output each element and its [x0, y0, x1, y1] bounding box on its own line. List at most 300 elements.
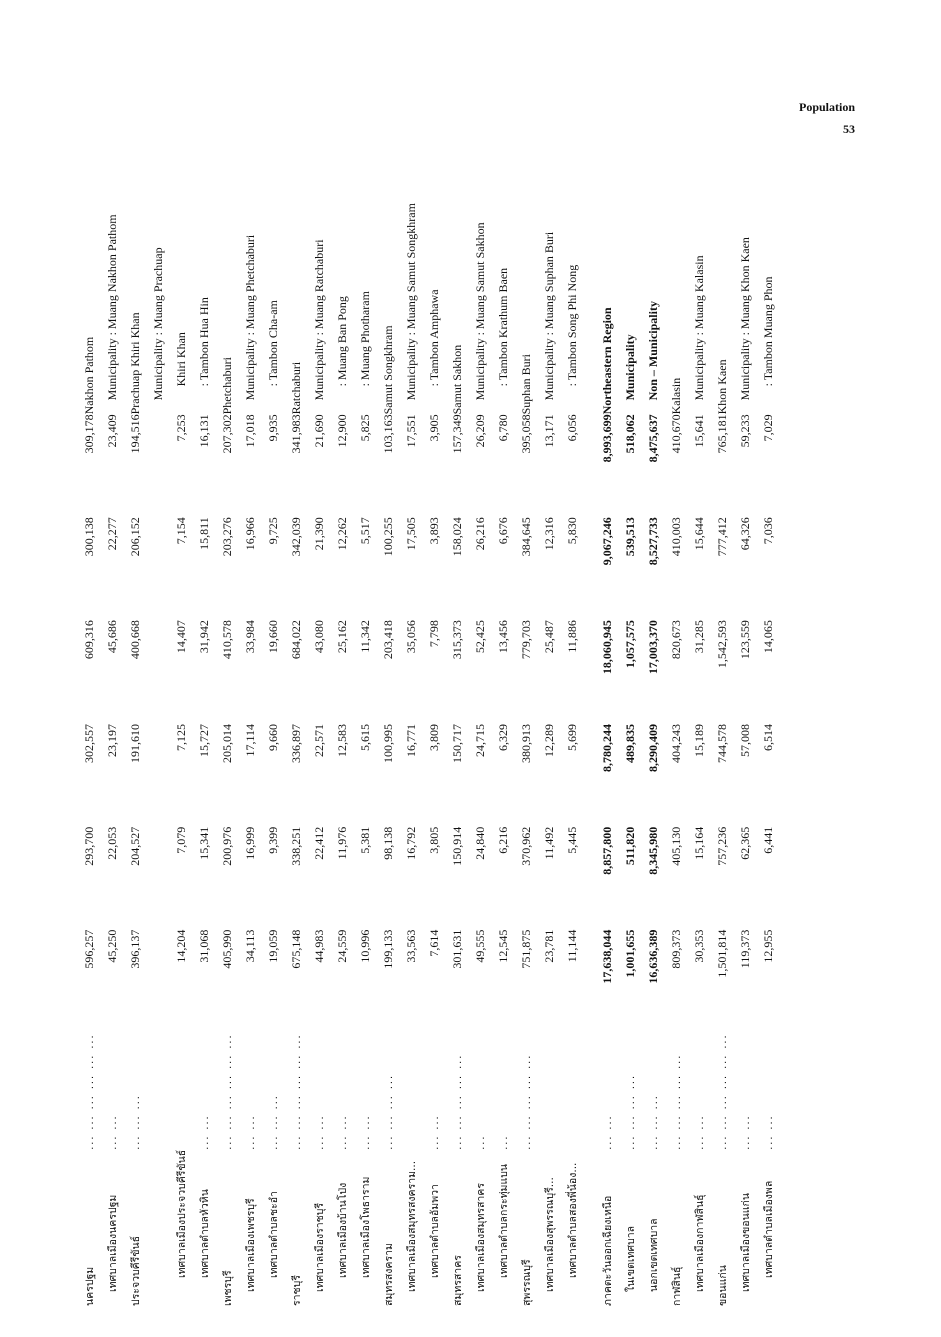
english-label: Municipality: [623, 334, 637, 401]
value-cell-c5: 15,811: [197, 517, 211, 550]
value-cell-c6: 518,062: [623, 414, 637, 454]
thai-label: เทศบาลตำบลอัมพวา: [429, 1184, 441, 1278]
value-cell-c4: 35,056: [404, 620, 418, 654]
value-cell-c1: 33,563: [404, 929, 418, 963]
value-cell-c1: 809,373: [669, 929, 683, 969]
value-cell-c2: 757,236: [715, 826, 729, 866]
table-row: [734, 146, 757, 1306]
value-cell-c1: 1,501,814: [715, 929, 729, 978]
english-label-cell: [147, 146, 170, 414]
dot-leader: ... ...: [428, 1114, 441, 1150]
value-cell-c5: 21,390: [312, 517, 326, 551]
dot-leader: ... ...: [693, 1114, 706, 1150]
table-row: [492, 146, 515, 1306]
dot-leader: ... ... ... ... ... ...: [290, 1033, 303, 1150]
thai-label-cell: [515, 1150, 538, 1306]
english-label-cell: [515, 146, 538, 414]
dot-leader: ... ... ... ... ... ...: [221, 1033, 234, 1150]
thai-label: เทศบาลเมืองสุพรรณบุรี...: [544, 1177, 556, 1292]
thai-label: เทศบาลเมืองบ้านโป่ง: [337, 1182, 349, 1278]
english-label-cell: [561, 146, 584, 414]
english-label-cell: [734, 146, 757, 414]
english-label-cell: [285, 146, 308, 414]
table-row: [193, 146, 216, 1306]
value-cell-c4: 13,456: [496, 620, 510, 654]
thai-label-cell: [193, 1150, 216, 1306]
english-label: Municipality : Muang Phetchaburi: [243, 234, 257, 401]
value-cell-c3: 24,715: [473, 723, 487, 757]
value-cell-c4: 779,703: [519, 620, 533, 660]
thai-label-cell: [619, 1150, 642, 1306]
thai-label: นครปฐม: [84, 1266, 96, 1306]
value-cell-c1: 17,638,044: [600, 929, 614, 984]
value-cell-c3: 12,583: [335, 723, 349, 757]
value-cell-c2: 5,445: [565, 826, 579, 854]
value-cell-c3: 57,008: [738, 723, 752, 757]
english-label-cell: [101, 146, 124, 414]
thai-label-cell: [665, 1150, 688, 1306]
value-cell-c1: 1,001,655: [623, 929, 637, 978]
english-label-cell: [262, 146, 285, 414]
value-cell-c5: 6,676: [496, 517, 510, 545]
english-label: Ratchaburi: [289, 361, 303, 415]
value-cell-c6: 765,181: [715, 414, 729, 454]
value-cell-c2: 7,079: [174, 826, 188, 854]
population-table: [78, 146, 780, 1306]
value-cell-c1: 49,555: [473, 929, 487, 963]
value-cell-c6: 15,641: [692, 414, 706, 448]
page-number: 53: [843, 122, 855, 136]
value-cell-c2: 3,805: [427, 826, 441, 854]
table-row: [619, 146, 642, 1306]
table-row: [757, 146, 780, 1306]
value-cell-c3: 744,578: [715, 723, 729, 763]
value-cell-c4: 52,425: [473, 620, 487, 654]
value-cell-c1: 12,955: [761, 929, 775, 963]
value-cell-c1: 11,144: [565, 929, 579, 963]
english-label: Suphan Buri: [519, 354, 533, 415]
value-cell-c3: 17,114: [243, 723, 257, 757]
thai-label-cell: [423, 1150, 446, 1306]
value-cell-c4: 45,686: [105, 620, 119, 654]
value-cell-c5: 15,644: [692, 517, 706, 551]
value-cell-c2: 8,345,980: [646, 826, 660, 875]
dot-leader: [170, 1034, 193, 1150]
value-cell-c2: [147, 827, 170, 930]
value-cell-c6: 9,935: [266, 414, 280, 442]
english-label: Municipality : Muang Prachuap: [151, 247, 165, 401]
value-cell-c1: 31,068: [197, 929, 211, 963]
thai-label-cell: [469, 1150, 492, 1306]
value-cell-c6: 59,233: [738, 414, 752, 448]
value-cell-c3: 15,189: [692, 723, 706, 757]
dot-leader: ... ...: [762, 1114, 775, 1150]
dot-leader: ... ...: [359, 1114, 372, 1150]
value-cell-c5: 22,277: [105, 517, 119, 551]
value-cell-c5: 342,039: [289, 517, 303, 557]
value-cell-c4: 609,316: [82, 620, 96, 660]
thai-label: สมุทรสงคราม: [383, 1243, 395, 1306]
value-cell-c4: 820,673: [669, 620, 683, 660]
thai-label: ภาคตะวันออกเฉียงเหนือ: [602, 1195, 614, 1306]
thai-label-cell: [538, 1150, 561, 1306]
table-row: [400, 146, 423, 1306]
value-cell-c1: 119,373: [738, 929, 752, 969]
page-header: [799, 96, 855, 140]
value-cell-c2: 9,399: [266, 826, 280, 854]
english-label: Khon Kaen: [715, 359, 729, 415]
value-cell-c5: 7,036: [761, 517, 775, 545]
dot-leader: ... ...: [601, 1114, 614, 1150]
value-cell-c4: [147, 620, 170, 724]
value-cell-c5: 5,517: [358, 517, 372, 545]
value-cell-c1: 405,990: [220, 929, 234, 969]
table-row: [711, 146, 734, 1306]
value-cell-c6: 6,780: [496, 414, 510, 442]
table-row: [331, 146, 354, 1306]
table-row: [469, 146, 492, 1306]
value-cell-c1: 16,636,389: [646, 929, 660, 984]
dot-leader: ...: [474, 1134, 487, 1150]
value-cell-c2: 338,251: [289, 826, 303, 866]
thai-label: นอกเขตเทศบาล: [648, 1218, 660, 1292]
value-cell-c3: 191,610: [128, 723, 142, 763]
value-cell-c6: 207,302: [220, 414, 234, 454]
value-cell-c2: 24,840: [473, 826, 487, 860]
table-row: [377, 146, 400, 1306]
population-table-body: [78, 146, 780, 1306]
value-cell-c2: 16,999: [243, 826, 257, 860]
value-cell-c2: 5,381: [358, 826, 372, 854]
value-cell-c4: 7,798: [427, 620, 441, 648]
english-label-cell: [331, 146, 354, 414]
thai-label: เทศบาลเมืองโพธาราม: [360, 1176, 372, 1278]
thai-label-cell: [492, 1150, 515, 1306]
value-cell-c2: 62,365: [738, 826, 752, 860]
table-row: [170, 146, 193, 1306]
value-cell-c1: 301,631: [450, 929, 464, 969]
dot-leader: ... ... ... ... ... ...: [716, 1033, 729, 1150]
value-cell-c3: 404,243: [669, 723, 683, 763]
english-label: Khiri Khan: [174, 332, 188, 387]
value-cell-c2: 204,527: [128, 826, 142, 866]
value-cell-c2: 8,857,800: [600, 826, 614, 875]
value-cell-c5: 7,154: [174, 517, 188, 545]
thai-label-cell: [734, 1150, 757, 1306]
thai-label: เทศบาลตำบลกระทุ่มแบน: [498, 1163, 510, 1278]
value-cell-c3: 6,329: [496, 723, 510, 751]
value-cell-c6: 7,253: [174, 414, 188, 442]
dot-leader: ...: [497, 1134, 510, 1150]
dot-leader: [147, 1034, 170, 1150]
english-label: Municipality : Muang Samut Songkhram: [404, 203, 418, 401]
english-label: : Tambon Muang Phon: [761, 276, 775, 387]
value-cell-c6: 12,900: [335, 414, 349, 448]
thai-label-cell: [216, 1150, 239, 1306]
value-cell-c4: 410,578: [220, 620, 234, 660]
thai-label-cell: [446, 1150, 469, 1306]
value-cell-c3: 22,571: [312, 723, 326, 757]
table-row: [124, 146, 147, 1306]
value-cell-c3: 6,514: [761, 723, 775, 751]
value-cell-c2: 98,138: [381, 826, 395, 860]
dot-leader: ... ...: [244, 1114, 257, 1150]
english-label-cell: [239, 146, 262, 414]
english-label-cell: [688, 146, 711, 414]
thai-label-cell: [124, 1150, 147, 1306]
value-cell-c1: 45,250: [105, 929, 119, 963]
thai-label-cell: [262, 1150, 285, 1306]
value-cell-c1: 34,113: [243, 929, 257, 963]
dot-leader: ... ...: [313, 1114, 326, 1150]
thai-label-cell: [711, 1150, 734, 1306]
thai-label: กาฬสินธุ์: [671, 1266, 683, 1306]
value-cell-c6: 8,993,699: [600, 414, 614, 463]
value-cell-c2: 6,216: [496, 826, 510, 854]
dot-leader: ... ... ... ...: [382, 1073, 395, 1150]
value-cell-c5: 206,152: [128, 517, 142, 557]
thai-label: เพชรบุรี: [222, 1270, 234, 1306]
value-cell-c3: 100,995: [381, 723, 395, 763]
value-cell-c5: 300,138: [82, 517, 96, 557]
value-cell-c4: 1,057,575: [623, 620, 637, 669]
value-cell-c5: 9,725: [266, 517, 280, 545]
english-label: Municipality : Muang Suphan Buri: [542, 231, 556, 401]
thai-label: เทศบาลตำบลเมืองพล: [763, 1180, 775, 1278]
value-cell-c3: 16,771: [404, 723, 418, 757]
dot-leader: ... ... ... ... ...: [520, 1053, 533, 1150]
value-cell-c2: 6,441: [761, 826, 775, 854]
value-cell-c1: 396,137: [128, 929, 142, 969]
english-label: Municipality : Muang Nakhon Pathom: [105, 214, 119, 401]
thai-label: เทศบาลเมืองราชบุรี: [314, 1202, 326, 1292]
table-row: [78, 146, 101, 1306]
english-label: : Muang Photharam: [358, 291, 372, 387]
value-cell-c3: 12,289: [542, 723, 556, 757]
table-row: [423, 146, 446, 1306]
value-cell-c5: 17,505: [404, 517, 418, 551]
dot-leader: ... ... ...: [647, 1094, 660, 1150]
english-label: Non – Municipality: [646, 301, 660, 401]
thai-label-cell: [688, 1150, 711, 1306]
table-row: [515, 146, 538, 1306]
value-cell-c3: 380,913: [519, 723, 533, 763]
value-cell-c1: 44,983: [312, 929, 326, 963]
english-label: Kalasin: [669, 377, 683, 415]
value-cell-c4: 43,080: [312, 620, 326, 654]
thai-label: ในเขตเทศบาล: [625, 1225, 637, 1292]
value-cell-c2: 15,341: [197, 826, 211, 860]
thai-label: ขอนแก่น: [717, 1265, 729, 1306]
value-cell-c6: 341,983: [289, 414, 303, 454]
value-cell-c3: 9,660: [266, 723, 280, 751]
english-label-cell: [642, 146, 665, 414]
thai-label: ประจวบคีรีขันธ์: [130, 1235, 142, 1306]
value-cell-c2: 15,164: [692, 826, 706, 860]
value-cell-c3: 302,557: [82, 723, 96, 763]
value-cell-c6: [147, 414, 170, 517]
thai-label-cell: [757, 1150, 780, 1306]
dot-leader: ... ...: [336, 1114, 349, 1150]
value-cell-c6: 26,209: [473, 414, 487, 448]
table-row: [446, 146, 469, 1306]
thai-label: เทศบาลเมืองสมุทรสาคร: [475, 1183, 487, 1292]
english-label: : Tambon Krathum Baen: [496, 267, 510, 387]
table-row: [596, 146, 619, 1306]
thai-label-cell: [331, 1150, 354, 1306]
value-cell-c4: 31,942: [197, 620, 211, 654]
dot-leader: ... ... ...: [129, 1094, 142, 1150]
value-cell-c5: 384,645: [519, 517, 533, 557]
english-label: : Tambon Hua Hin: [197, 297, 211, 387]
english-label-cell: [469, 146, 492, 414]
value-cell-c3: 23,197: [105, 723, 119, 757]
value-cell-c4: 14,407: [174, 620, 188, 654]
value-cell-c2: 370,962: [519, 826, 533, 866]
english-label-cell: [446, 146, 469, 414]
value-cell-c3: 150,717: [450, 723, 464, 763]
english-label-cell: [711, 146, 734, 414]
thai-label-cell: [239, 1150, 262, 1306]
table-spacer-row: [584, 146, 596, 1306]
dot-leader: [561, 1034, 584, 1150]
english-label-cell: [400, 146, 423, 414]
value-cell-c5: 158,024: [450, 517, 464, 557]
english-label: : Tambon Cha-am: [266, 300, 280, 387]
value-cell-c1: 24,559: [335, 929, 349, 963]
thai-label-cell: [561, 1150, 584, 1306]
value-cell-c3: 489,835: [623, 723, 637, 763]
value-cell-c3: 336,897: [289, 723, 303, 763]
english-label-cell: [596, 146, 619, 414]
value-cell-c1: 14,204: [174, 929, 188, 963]
table-row: [239, 146, 262, 1306]
value-cell-c6: 17,018: [243, 414, 257, 448]
table-row: [354, 146, 377, 1306]
value-cell-c2: 11,976: [335, 826, 349, 860]
value-cell-c6: 6,056: [565, 414, 579, 442]
value-cell-c4: 25,487: [542, 620, 556, 654]
thai-label: สุพรรณบุรี: [521, 1259, 533, 1306]
value-cell-c1: 19,059: [266, 929, 280, 963]
dot-leader: ... ... ... ... ...: [670, 1053, 683, 1150]
thai-label-cell: [642, 1150, 665, 1306]
thai-label-cell: [596, 1150, 619, 1306]
english-label: : Muang Ban Pong: [335, 296, 349, 387]
value-cell-c4: 11,886: [565, 620, 579, 653]
thai-label-cell: [170, 1150, 193, 1306]
value-cell-c6: 8,475,637: [646, 414, 660, 463]
thai-label-cell: [400, 1150, 423, 1306]
dot-leader: ... ...: [739, 1114, 752, 1150]
value-cell-c5: 3,893: [427, 517, 441, 545]
dot-leader: ... ... ... ...: [624, 1073, 637, 1150]
value-cell-c4: 18,060,945: [600, 620, 614, 675]
value-cell-c2: 405,130: [669, 826, 683, 866]
english-label: : Tambon Amphawa: [427, 289, 441, 387]
value-cell-c4: 203,418: [381, 620, 395, 660]
value-cell-c6: 395,058: [519, 414, 533, 454]
table-row: [262, 146, 285, 1306]
value-cell-c1: 23,781: [542, 929, 556, 963]
value-cell-c3: 5,699: [565, 723, 579, 751]
value-cell-c6: 103,163: [381, 414, 395, 454]
value-cell-c6: 410,670: [669, 414, 683, 454]
value-cell-c5: 12,316: [542, 517, 556, 551]
value-cell-c2: 11,492: [542, 826, 556, 860]
table-row: [147, 146, 170, 1306]
value-cell-c3: 15,727: [197, 723, 211, 757]
value-cell-c4: 25,162: [335, 620, 349, 654]
thai-label: เทศบาลตำบลชะอำ: [268, 1191, 280, 1278]
value-cell-c2: 22,053: [105, 826, 119, 860]
thai-label-cell: [308, 1150, 331, 1306]
value-cell-c6: 21,690: [312, 414, 326, 448]
value-cell-c4: 33,984: [243, 620, 257, 654]
value-cell-c6: 13,171: [542, 414, 556, 448]
value-cell-c5: 539,513: [623, 517, 637, 557]
thai-label: เทศบาลเมืองนครปฐม: [107, 1194, 119, 1292]
value-cell-c5: 64,326: [738, 517, 752, 551]
value-cell-c1: 596,257: [82, 929, 96, 969]
thai-label: เทศบาลเมืองสมุทรสงคราม...: [406, 1160, 418, 1292]
thai-label-cell: [285, 1150, 308, 1306]
dot-leader: ... ...: [198, 1114, 211, 1150]
english-label-cell: [354, 146, 377, 414]
value-cell-c6: 194,516: [128, 414, 142, 454]
dot-leader: [538, 1034, 561, 1150]
table-row: [285, 146, 308, 1306]
value-cell-c2: 16,792: [404, 826, 418, 860]
value-cell-c5: 100,255: [381, 517, 395, 557]
value-cell-c2: 200,976: [220, 826, 234, 866]
english-label: Samut Sakhon: [450, 344, 464, 415]
thai-label: ราชบุรี: [291, 1275, 303, 1306]
value-cell-c3: 7,125: [174, 723, 188, 751]
thai-label: เทศบาลเมืองขอนแก่น: [740, 1192, 752, 1292]
value-cell-c1: 675,148: [289, 929, 303, 969]
thai-label: เทศบาลเมืองประจวบคีรีขันธ์: [176, 1149, 188, 1278]
english-label: Municipality : Muang Samut Sakhon: [473, 222, 487, 401]
value-cell-c2: 150,914: [450, 826, 464, 866]
value-cell-c5: 8,527,733: [646, 517, 660, 566]
value-cell-c1: 199,133: [381, 929, 395, 969]
value-cell-c5: 410,003: [669, 517, 683, 557]
value-cell-c3: [147, 724, 170, 827]
english-label-cell: [665, 146, 688, 414]
value-cell-c5: 777,412: [715, 517, 729, 557]
value-cell-c6: 17,551: [404, 414, 418, 448]
english-label-cell: [170, 146, 193, 414]
value-cell-c5: 16,966: [243, 517, 257, 551]
english-label: Municipality : Muang Khon Kaen: [738, 237, 752, 401]
value-cell-c6: 157,349: [450, 414, 464, 454]
english-label: Municipality : Muang Ratchaburi: [312, 239, 326, 401]
english-label: Phetchaburi: [220, 357, 234, 415]
english-label: Prachuap Khiri Khan: [128, 312, 142, 415]
value-cell-c5: 12,262: [335, 517, 349, 551]
value-cell-c6: 16,131: [197, 414, 211, 448]
thai-label-cell: [78, 1150, 101, 1306]
thai-label: เทศบาลเมืองกาฬสินธุ์: [694, 1194, 706, 1292]
table-row: [538, 146, 561, 1306]
value-cell-c6: 309,178: [82, 414, 96, 454]
value-cell-c1: [147, 930, 170, 1034]
value-cell-c3: 205,014: [220, 723, 234, 763]
value-cell-c5: [147, 517, 170, 620]
table-row: [101, 146, 124, 1306]
table-row: [642, 146, 665, 1306]
